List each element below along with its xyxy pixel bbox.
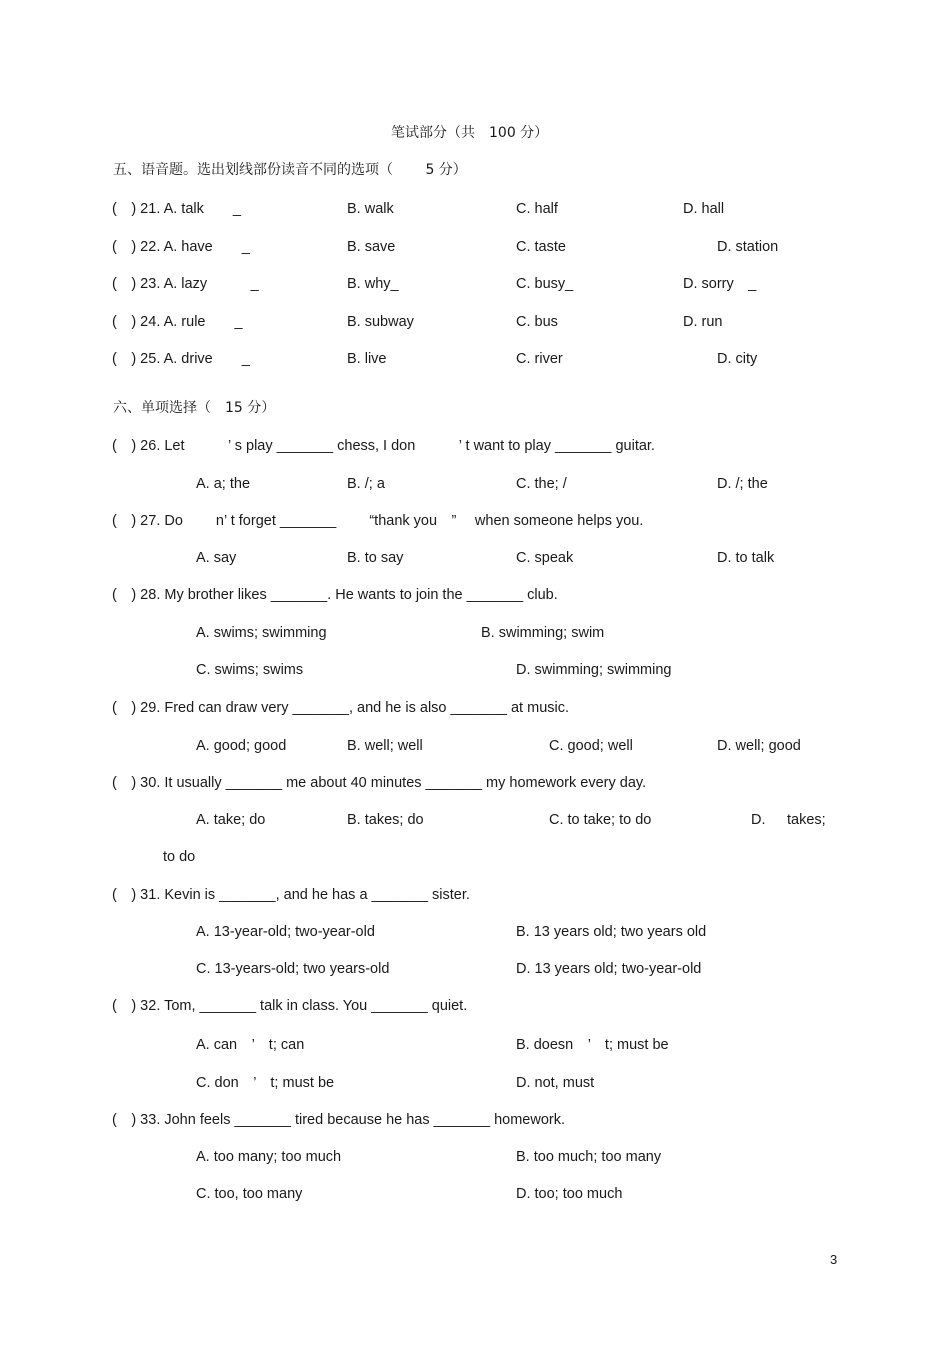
- option-d-wrap: to do: [163, 849, 196, 865]
- option-a: A. say: [196, 550, 237, 566]
- option-d: D. run: [683, 314, 723, 330]
- question-30-stem: ( ) 30. It usually _______ me about 40 minutes _______ my homework every day.: [112, 775, 647, 791]
- option-a: A. can ’ t; can: [196, 1037, 305, 1053]
- question-33-stem: ( ) 33. John feels _______ tired because he has _______ homework.: [112, 1112, 566, 1128]
- option-b: B. why_: [347, 276, 399, 292]
- option-c: C. bus: [516, 314, 558, 330]
- option-a: A. too many; too much: [196, 1149, 342, 1165]
- option-a: A. good; good: [196, 738, 287, 754]
- question-26-stem: ( ) 26. Let ’ s play _______ chess, I don ’ t want to play _______ guitar.: [112, 438, 655, 454]
- option-b: B. to say: [347, 550, 404, 566]
- option-b: B. swimming; swim: [481, 625, 605, 641]
- option-c: C. speak: [516, 550, 574, 566]
- option-d: D. station: [717, 239, 779, 255]
- option-c: C. the; /: [516, 476, 567, 492]
- option-c: C. busy_: [516, 276, 574, 292]
- option-d: D. city: [717, 351, 758, 367]
- question-21-stem: ( ) 21. A. talk _: [112, 201, 241, 217]
- option-a: A. take; do: [196, 812, 266, 828]
- option-b: B. too much; too many: [516, 1149, 662, 1165]
- option-b: B. walk: [347, 201, 394, 217]
- section-6-heading: 六、单项选择（ 15 分）: [113, 400, 276, 416]
- page-title: 笔试部分（共 100 分）: [391, 125, 549, 141]
- option-d: D. hall: [683, 201, 725, 217]
- option-c: C. good; well: [549, 738, 633, 754]
- question-28-stem: ( ) 28. My brother likes _______. He wants to join the _______ club.: [112, 587, 558, 603]
- page-number: 3: [830, 1252, 838, 1267]
- option-c: C. don ’ t; must be: [196, 1075, 335, 1091]
- option-c: C. taste: [516, 239, 566, 255]
- option-c: C. too, too many: [196, 1186, 303, 1202]
- option-d: D. /; the: [717, 476, 768, 492]
- option-c: C. swims; swims: [196, 662, 304, 678]
- option-c: C. half: [516, 201, 558, 217]
- option-b: B. subway: [347, 314, 414, 330]
- question-23-stem: ( ) 23. A. lazy _: [112, 276, 259, 292]
- option-d: D. too; too much: [516, 1186, 623, 1202]
- option-c: C. 13-years-old; two years-old: [196, 961, 390, 977]
- option-d: D. swimming; swimming: [516, 662, 672, 678]
- section-5-heading: 五、语音题。选出划线部份读音不同的选项（ 5 分）: [113, 162, 467, 178]
- option-b: B. takes; do: [347, 812, 424, 828]
- question-25-stem: ( ) 25. A. drive _: [112, 351, 250, 367]
- option-c: C. river: [516, 351, 563, 367]
- option-b: B. save: [347, 239, 396, 255]
- option-a: A. swims; swimming: [196, 625, 327, 641]
- option-d: D. 13 years old; two-year-old: [516, 961, 702, 977]
- question-22-stem: ( ) 22. A. have _: [112, 239, 250, 255]
- option-b: B. live: [347, 351, 387, 367]
- option-a: A. 13-year-old; two-year-old: [196, 924, 375, 940]
- option-d: D. not, must: [516, 1075, 595, 1091]
- question-29-stem: ( ) 29. Fred can draw very _______, and he is also _______ at music.: [112, 700, 570, 716]
- question-27-stem: ( ) 27. Do n’ t forget _______ “thank you ” when someone helps you.: [112, 513, 644, 529]
- question-32-stem: ( ) 32. Tom, _______ talk in class. You _______ quiet.: [112, 998, 468, 1014]
- option-c: C. to take; to do: [549, 812, 652, 828]
- option-d: D. well; good: [717, 738, 801, 754]
- option-d: D. sorry _: [683, 276, 757, 292]
- option-b: B. 13 years old; two years old: [516, 924, 707, 940]
- option-d: D. to talk: [717, 550, 775, 566]
- option-d-text: takes;: [787, 812, 826, 828]
- question-31-stem: ( ) 31. Kevin is _______, and he has a _______ sister.: [112, 887, 470, 903]
- question-24-stem: ( ) 24. A. rule _: [112, 314, 243, 330]
- option-a: A. a; the: [196, 476, 251, 492]
- option-b: B. /; a: [347, 476, 385, 492]
- option-b: B. doesn ’ t; must be: [516, 1037, 669, 1053]
- option-d-label: D.: [751, 812, 766, 828]
- option-b: B. well; well: [347, 738, 423, 754]
